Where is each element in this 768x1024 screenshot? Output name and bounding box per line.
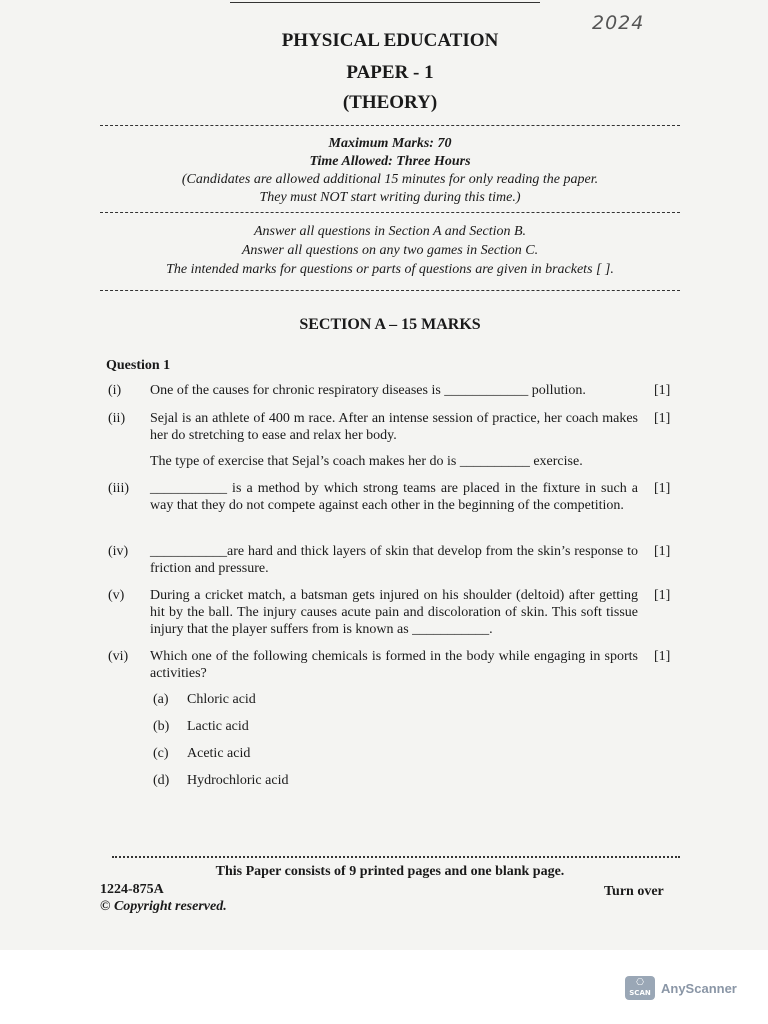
question-text: One of the causes for chronic respiratory diseases is ____________ pollution. bbox=[150, 383, 586, 398]
question-text: During a cricket match, a batsman gets injured on his shoulder (deltoid) after getting hit by the ball. The injury causes acute pain and discoloration of skin. This soft tissue injury that the player suffers from is known as ___________. bbox=[150, 588, 638, 637]
divider bbox=[100, 212, 680, 213]
question-mark: [1] bbox=[654, 481, 671, 496]
divider bbox=[100, 125, 680, 126]
instruction-2: Answer all questions on any two games in Section C. bbox=[241, 243, 539, 258]
scanner-watermark bbox=[625, 976, 737, 1000]
option-text: Hydrochloric acid bbox=[187, 773, 289, 788]
question-number: (iii) bbox=[108, 481, 129, 496]
question-mark: [1] bbox=[654, 544, 671, 559]
option-label: (b) bbox=[153, 719, 170, 734]
reading-time-note-1: (Candidates are allowed additional 15 minutes for only reading the paper. bbox=[181, 172, 599, 187]
question-heading: Question 1 bbox=[106, 358, 171, 373]
question-number: (iv) bbox=[108, 544, 129, 559]
paper-subject-title: PHYSICAL EDUCATION bbox=[281, 30, 499, 51]
paper-number: PAPER - 1 bbox=[346, 62, 434, 83]
question-mark: [1] bbox=[654, 649, 671, 664]
instruction-3: The intended marks for questions or parts of questions are given in brackets [ ]. bbox=[166, 262, 614, 277]
question-text: The type of exercise that Sejal’s coach makes her do is __________ exercise. bbox=[150, 454, 583, 469]
question-number: (i) bbox=[108, 383, 122, 398]
question-number: (v) bbox=[108, 588, 125, 603]
option-text: Chloric acid bbox=[187, 692, 256, 707]
question-mark: [1] bbox=[654, 383, 671, 398]
maximum-marks: Maximum Marks: 70 bbox=[328, 136, 452, 151]
question-text: Sejal is an athlete of 400 m race. After an intense session of practice, her coach makes her do stretching to ease and relax her body. bbox=[150, 411, 638, 443]
question-number: (vi) bbox=[108, 649, 129, 664]
footer-rule bbox=[112, 856, 680, 858]
question-mark: [1] bbox=[654, 411, 671, 426]
question-number: (ii) bbox=[108, 411, 126, 426]
option-item bbox=[153, 746, 250, 762]
option-text: Acetic acid bbox=[187, 746, 251, 761]
paper-code: 1224-875A bbox=[100, 882, 164, 897]
option-text: Lactic acid bbox=[187, 719, 249, 734]
handwritten-year: 2024 bbox=[592, 12, 645, 34]
scanner-app-name: AnyScanner bbox=[661, 980, 737, 996]
page-count-note: This Paper consists of 9 printed pages and one blank page. bbox=[215, 864, 565, 879]
top-rule bbox=[230, 2, 540, 3]
option-item bbox=[153, 773, 288, 789]
time-allowed: Time Allowed: Three Hours bbox=[309, 154, 471, 169]
copyright-note: © Copyright reserved. bbox=[100, 899, 227, 914]
option-item bbox=[153, 719, 249, 735]
reading-time-note-2: They must NOT start writing during this time.) bbox=[259, 190, 521, 205]
section-heading: SECTION A – 15 MARKS bbox=[299, 316, 481, 333]
option-label: (c) bbox=[153, 746, 169, 761]
paper-type: (THEORY) bbox=[342, 92, 438, 113]
question-text: ___________are hard and thick layers of skin that develop from the skin’s response to friction and pressure. bbox=[150, 544, 638, 576]
question-text: Which one of the following chemicals is formed in the body while engaging in sports activities? bbox=[150, 649, 638, 681]
option-label: (d) bbox=[153, 773, 170, 788]
scanner-app-icon: ⎔ SCAN bbox=[625, 976, 655, 1000]
divider bbox=[100, 290, 680, 291]
question-mark: [1] bbox=[654, 588, 671, 603]
instruction-1: Answer all questions in Section A and Section B. bbox=[253, 224, 527, 239]
question-text: ___________ is a method by which strong teams are placed in the fixture in such a way that they do not compete against each other in the beginning of the competition. bbox=[150, 481, 638, 513]
turn-over-note: Turn over bbox=[604, 884, 664, 899]
option-label: (a) bbox=[153, 692, 169, 707]
option-item bbox=[153, 692, 256, 708]
